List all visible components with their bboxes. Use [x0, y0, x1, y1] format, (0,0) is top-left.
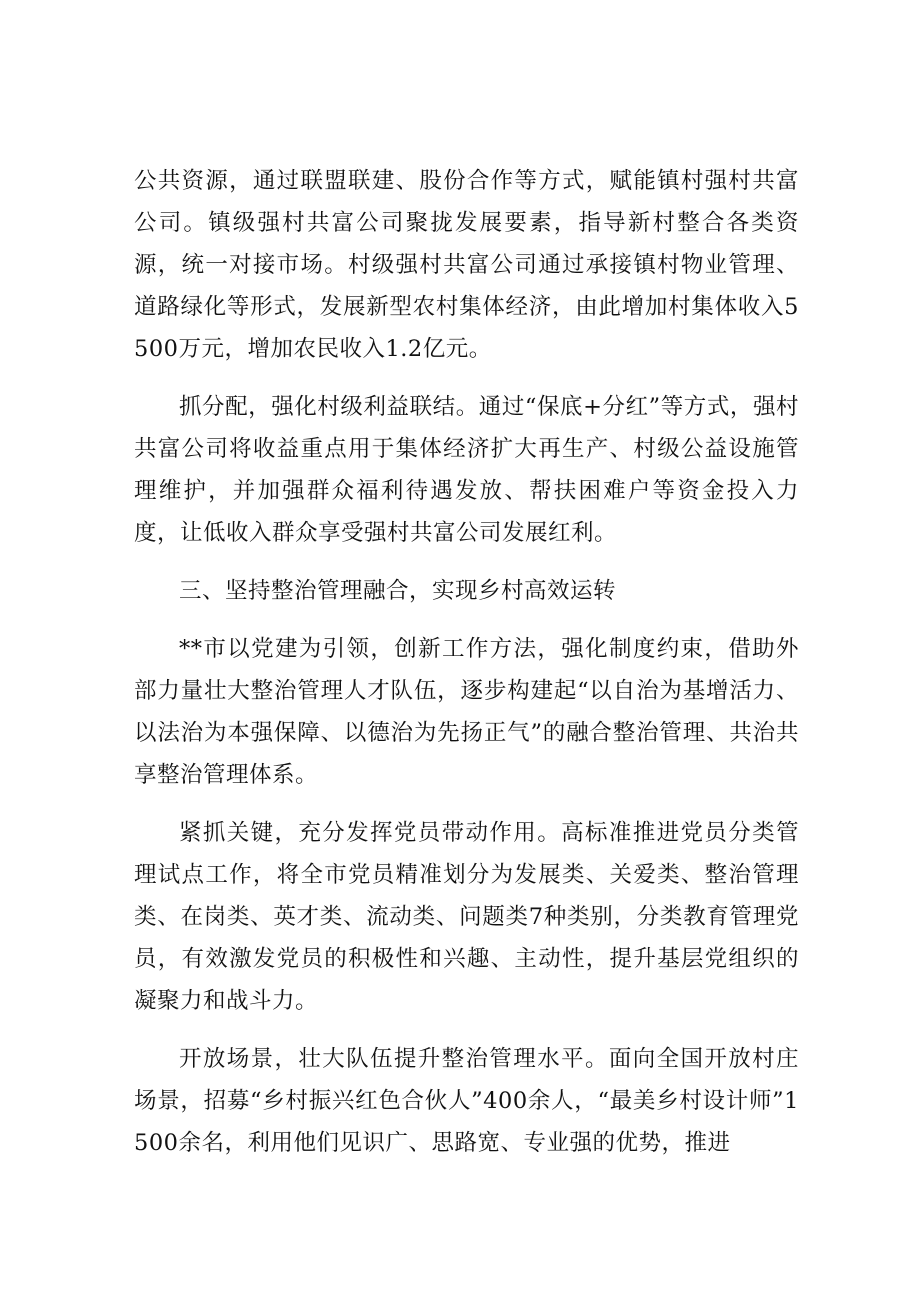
paragraph-distribution: 抓分配，强化村级利益联结。通过“保底+分红”等方式，强村共富公司将收益重点用于集体经济扩大再生产、村级公益设施管理维护，并加强群众福利待遇发放、帮扶困难户等资金投入力度，让低收入群众享受强村共富公司发展红利。 — [134, 394, 799, 546]
paragraph-gap — [134, 1022, 799, 1038]
document-page — [134, 160, 799, 1164]
paragraph-party-members: 紧抓关键，充分发挥党员带动作用。高标准推进党员分类管理试点工作，将全市党员精准划分为发展类、关爱类、整治管理类、在岗类、英才类、流动类、问题类7种类别，分类教育管理党员，有效激发党员的积极性和兴趣、主动性，提升基层党组织的凝聚力和战斗力。 — [134, 820, 799, 1014]
paragraph-collective-economy: 公共资源，通过联盟联建、股份合作等方式，赋能镇村强村共富公司。镇级强村共富公司聚拢发展要素，指导新村整合各类资源，统一对接市场。村级强村共富公司通过承接镇村物业管理、道路绿化等形式，发展新型农村集体经济，由此增加村集体收入5500万元，增加农民收入1.2亿元。 — [134, 168, 799, 362]
paragraph-gap — [134, 612, 799, 628]
section-heading-three: 三、坚持整治管理融合，实现乡村高效运转 — [179, 578, 617, 604]
paragraph-party-building: **市以党建为引领，创新工作方法，强化制度约束，借助外部力量壮大整治管理人才队伍，逐步构建起“以自治为基增活力、以法治为本强保障、以德治为先扬正气”的融合整治管理、共治共享整治管理体系。 — [134, 636, 799, 788]
paragraph-gap — [134, 796, 799, 812]
paragraph-gap — [134, 370, 799, 386]
paragraph-open-scenes: 开放场景，壮大队伍提升整治管理水平。面向全国开放村庄场景，招募“乡村振兴红色合伙人”400余人，“最美乡村设计师”1500余名，利用他们见识广、思路宽、专业强的优势，推进 — [134, 1046, 799, 1156]
paragraph-gap — [134, 554, 799, 570]
